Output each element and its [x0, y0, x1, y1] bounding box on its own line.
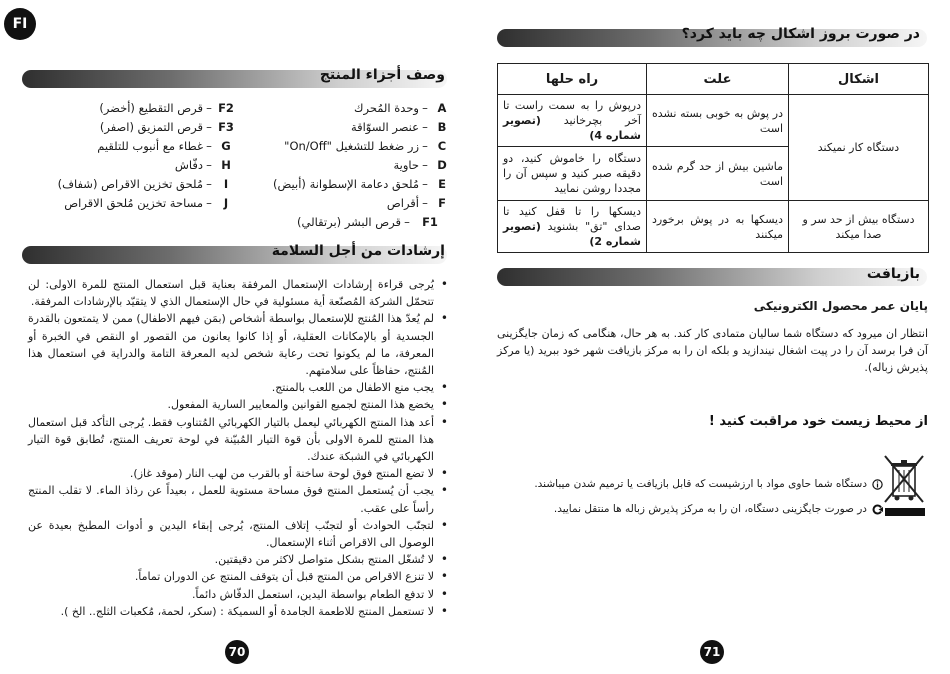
solution-cell: دیسکها را تا قفل کنید تا صدای "تق" بشنوید (تصویر شماره 2) [498, 201, 647, 253]
part-item: A – وحدة المُحرك [354, 101, 447, 115]
safety-item: • لا تستعمل المنتج للاطعمة الجامدة أو السميكة : (سكر، لحمة، مُكعبات الثلج.. الخ ). [28, 603, 448, 620]
solution-cell: درپوش را به سمت راست تا آخر بچرخانید (تصویر شماره 4) [498, 95, 647, 147]
parts-list-left [37, 99, 237, 213]
recycle-section-bar [497, 268, 927, 286]
recycle-arrow-icon [872, 504, 883, 515]
column-header: علت [647, 64, 789, 95]
safety-item: • يجب أن يُستعمل المنتج فوق مساحة مستوية للعمل ، بعيداً عن رذاذ الماء. لا تقلب المنتج رأساً على عقب. [28, 482, 448, 516]
symptom-cell: دستگاه کار نمیکند [789, 95, 929, 201]
part-item: E – مُلحق دعامة الإسطوانة (أبيض) [272, 177, 446, 191]
part-item: F – أقراص [386, 196, 446, 210]
language-badge: FI [4, 8, 36, 40]
parts-title: وصف أجزاء المنتج [319, 67, 445, 83]
safety-title: إرشادات من أجل السلامة [271, 243, 445, 259]
safety-item: • لم يُعدّ هذا المُنتج للإستعمال بواسطة أشخاص (بمَن فيهم الاطفال) ممن لا يتمتعون بالقدرة الجسدية أو بالإمكانات العقلية، أو إذا كانوا يعانون من القصور او النقص في الخبرة أو المعرفة، ما لم يكونوا تحت رعاية شخص لديه المعرفة التامة والدراية في استعمال هذا المُنتج، حفاظاً على سلامتهم. [28, 310, 448, 379]
page-right [475, 0, 950, 674]
part-item: B – عنصر السوّاقة [350, 120, 447, 134]
safety-item: • يخضع هذا المنتج لجميع القوانين والمعايير السارية المفعول. [28, 396, 448, 413]
recycle-paragraph: انتظار ان میرود که دستگاه شما سالیان متمادی کار کند. به هر حال، هنگامی که زمان جایگزینی آن فرا برسد آن را در پیت اشغال نیندازید و بلکه ان را به مرکز بازیافت شهر خود ببرید (یا مرکز پذیرش زباله). [497, 327, 928, 374]
parts-list-right [243, 99, 453, 232]
solution-cell: دستگاه را خاموش کنید، دو دقیقه صبر کنید و سپس آن را مجددا روشن نمایید [498, 147, 647, 201]
figure-reference: (تصویر شماره 4) [503, 114, 641, 142]
environment-note: در صورت جایگزینی دستگاه، ان را به مرکز پذیرش زباله ها منتقل نمایید. [554, 503, 883, 515]
column-header: راه حلها [498, 64, 647, 95]
safety-item: • يجب منع الاطفال من اللعب بالمنتج. [28, 379, 448, 396]
weee-bin-icon [883, 452, 927, 518]
part-item: J – مساحة تخزين مُلحق الاقراص [64, 196, 229, 210]
page-number: 71 [700, 640, 724, 664]
symptom-cell: دستگاه بیش از حد سر و صدا میکند [789, 201, 929, 253]
environment-note: دستگاه شما حاوی مواد با ارزشیست که قابل بازیافت یا ترمیم شدن میباشند. [534, 478, 883, 490]
info-icon [872, 479, 883, 490]
part-item: I – مُلحق تخزين الاقراص (شفاف) [57, 177, 229, 191]
cause-cell: ماشین بیش از حد گرم شده است [647, 147, 789, 201]
table-row [498, 95, 929, 147]
trouble-title: در صورت بروز اشکال چه باید کرد؟ [681, 26, 920, 42]
safety-item: • لا تضع المنتج فوق لوحة ساخنة أو بالقرب من لهب النار (موقد غاز). [28, 465, 448, 482]
cause-cell: دیسکها به در پوش برخورد میکنند [647, 201, 789, 253]
table-header-row [498, 64, 929, 95]
troubleshooting-table [497, 63, 929, 253]
part-subitem: F1 – قرص البشر (برتقالي) [297, 215, 438, 229]
safety-item: • لا تنزع الاقراص من المنتج قبل أن يتوقف المنتج عن الدوران تماماً. [28, 568, 448, 585]
safety-list [28, 276, 448, 620]
environment-title: از محیط زیست خود مراقبت کنید ! [708, 414, 928, 429]
page-number: 70 [225, 640, 249, 664]
safety-item: • لا تُشغّل المنتج بشكل متواصل لاكثر من دقيقتين. [28, 551, 448, 568]
safety-item: • يُرجى قراءة إرشادات الإستعمال المرفقة بعناية قبل استعمال المنتج للمرة الاولى: لن تتحمّل الشركة المُصنّعة أية مسئولية في حال الإستعمال الذي لا يتقيّد بالإرشادات المرفقة. [28, 276, 448, 310]
part-item: C – زر ضغط للتشغيل "On/Off" [284, 139, 447, 153]
part-item: D – حاوية [393, 158, 447, 172]
safety-item: • لتجنّب الحوادث أو لتجنّب إتلاف المنتج، يُرجى إبقاء اليدين و أدوات المطبخ بعيدة عن الوصول الى الاقراص أثناء الإستعمال. [28, 517, 448, 551]
figure-reference: (تصویر شماره 2) [503, 220, 641, 248]
part-item: F3 – قرص التمزيق (اصفر) [99, 120, 234, 134]
safety-item: • أعد هذا المنتج الكهربائي ليعمل بالتيار الكهربائي المُتناوب فقط. يُرجى التأكد قبل استعمال هذا المنتج للمرة الاولى بأن قوة التيار المُبيّنة في لوحة تعريف المنتج، تُطابق قوة التيار الكهربائي في الشبكة عندك. [28, 414, 448, 466]
cause-cell: در پوش به خوبی بسته نشده است [647, 95, 789, 147]
table-row [498, 201, 929, 253]
part-item: F2 – قرص التقطيع (أخضر) [99, 101, 234, 115]
part-item: H – دفّاش [174, 158, 231, 172]
recycle-title: بازیافت [866, 266, 920, 282]
safety-item: • لا تدفع الطعام بواسطة اليدين، استعمل الدفّاش دائماً. [28, 586, 448, 603]
part-item: G – غطاء مع أنبوب للتلقيم [97, 139, 231, 153]
recycle-subtitle: پایان عمر محصول الکترونیکی [753, 299, 928, 313]
column-header: اشکال [789, 64, 929, 95]
